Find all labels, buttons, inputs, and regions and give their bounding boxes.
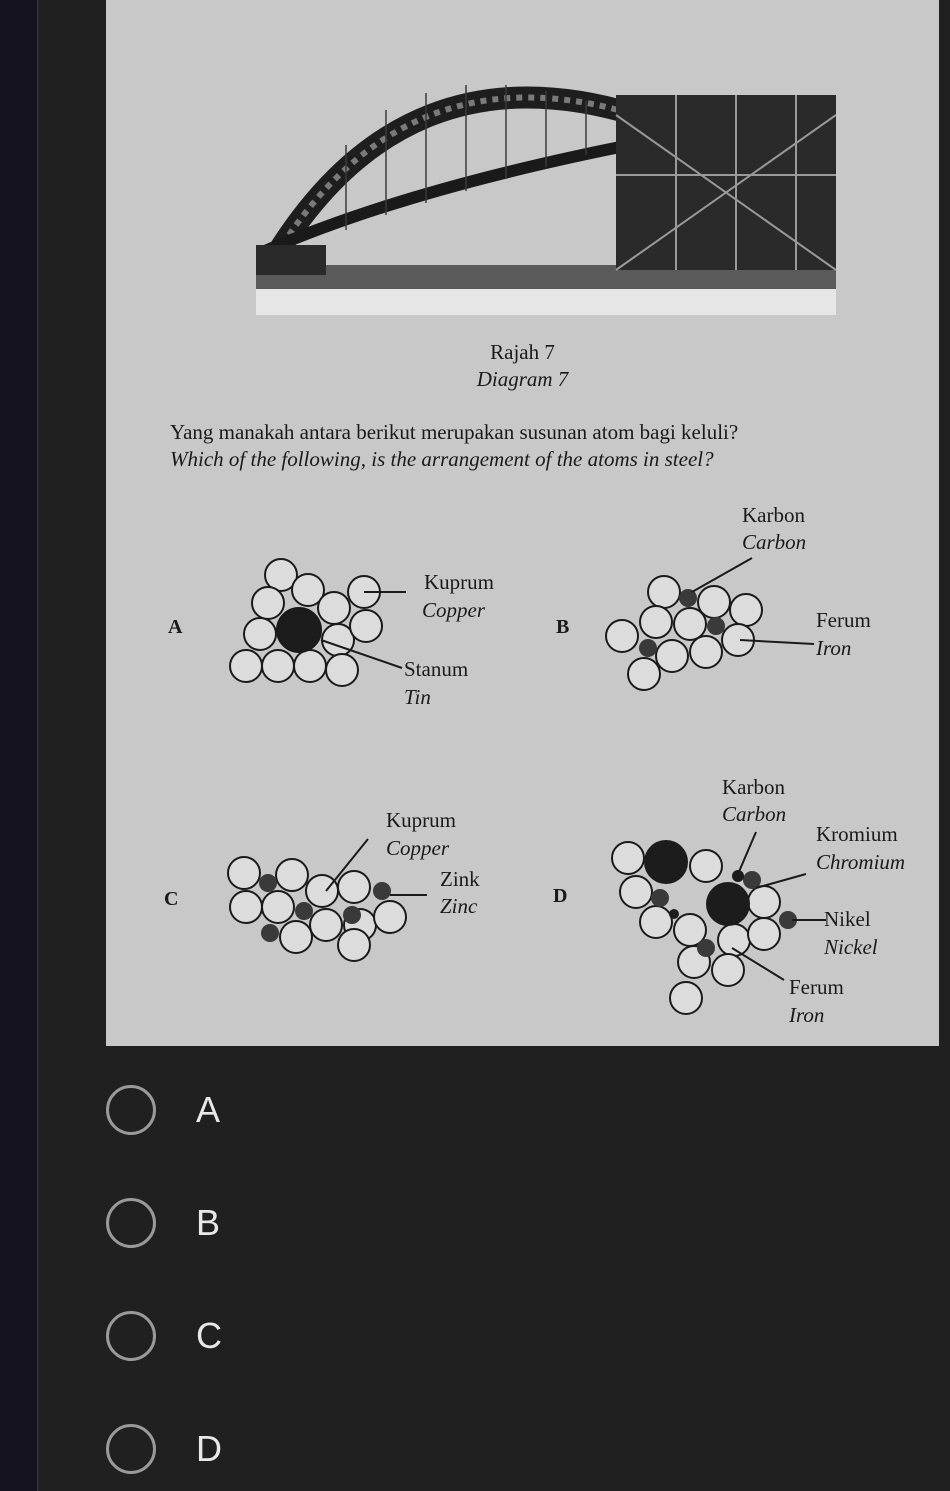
- caption-en: Diagram 7: [476, 367, 569, 391]
- option-d-label-iron-ms: Ferum: [789, 975, 844, 999]
- option-d-label-nickel-en: Nickel: [824, 935, 878, 959]
- option-d-label-carbon-en: Carbon: [722, 802, 787, 826]
- option-d-label-iron-en: Iron: [789, 1003, 825, 1027]
- answer-option-a[interactable]: [106, 1085, 506, 1141]
- option-d-label-nickel-ms: Nikel: [824, 907, 871, 931]
- answer-label-d: D: [196, 1428, 222, 1469]
- answer-option-c[interactable]: [106, 1311, 506, 1367]
- option-a-label-tin-en: Tin: [404, 685, 431, 709]
- answer-label-a: A: [196, 1089, 221, 1130]
- option-c-label-copper-ms: Kuprum: [386, 808, 456, 832]
- answer-option-d[interactable]: [106, 1424, 506, 1480]
- option-b-letter: B: [556, 616, 570, 638]
- radio-button-d[interactable]: [106, 1424, 156, 1474]
- radio-button-b[interactable]: [106, 1198, 156, 1248]
- option-c-letter: C: [164, 888, 179, 910]
- bridge-illustration: [256, 55, 836, 315]
- option-c-label-zinc-en: Zinc: [440, 894, 478, 918]
- option-d-letter: D: [553, 885, 568, 907]
- caption-ms: Rajah 7: [490, 340, 555, 364]
- answer-label-c: C: [196, 1315, 222, 1356]
- option-d-label-chromium-ms: Kromium: [816, 822, 898, 846]
- radio-button-c[interactable]: [106, 1311, 156, 1361]
- option-a-label-tin-ms: Stanum: [404, 657, 469, 681]
- option-c-label-copper-en: Copper: [386, 836, 449, 860]
- option-d-label-chromium-en: Chromium: [816, 850, 906, 874]
- answer-label-b: B: [196, 1202, 221, 1243]
- option-b-label-carbon-en: Carbon: [742, 530, 807, 554]
- option-b-label-iron-en: Iron: [816, 636, 852, 660]
- left-rail: [0, 0, 38, 1491]
- option-a-letter: A: [168, 616, 183, 638]
- answer-option-b[interactable]: [106, 1198, 506, 1254]
- option-b-label-carbon-ms: Karbon: [742, 503, 805, 527]
- option-a-label-copper-ms: Kuprum: [424, 570, 494, 594]
- option-b-label-iron-ms: Ferum: [816, 608, 871, 632]
- atom-diagram-a: [226, 550, 416, 700]
- radio-button-a[interactable]: [106, 1085, 156, 1135]
- atom-diagram-b: [604, 570, 824, 690]
- question-en: Which of the following, is the arrangement of the atoms in steel?: [170, 447, 714, 471]
- question-ms: Yang manakah antara berikut merupakan susunan atom bagi keluli?: [170, 420, 739, 444]
- option-c-label-zinc-ms: Zink: [440, 867, 480, 891]
- question-image: [106, 0, 939, 1046]
- option-d-label-carbon-ms: Karbon: [722, 775, 785, 799]
- option-a-label-copper-en: Copper: [422, 598, 485, 622]
